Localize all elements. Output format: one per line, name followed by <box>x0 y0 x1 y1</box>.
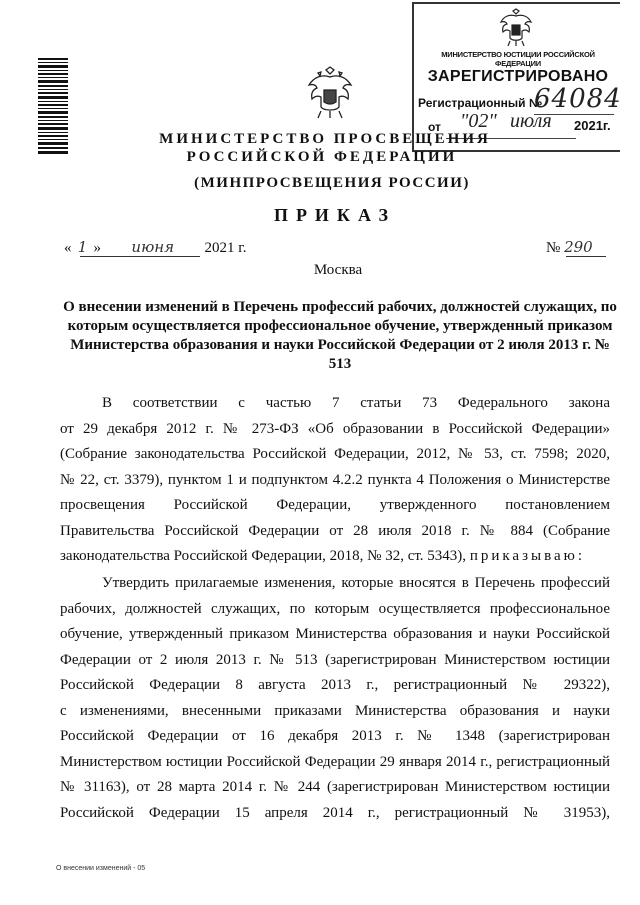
command-word: приказываю: <box>469 548 586 564</box>
text-line <box>60 544 610 570</box>
text-line: Федерации от 2 июля 2013 г. № 513 (зарегистрирован Министерством юстиции <box>60 651 610 668</box>
document-subject: О внесении изменений в Перечень профессий рабочих, должностей служащих, по которым осуществляется профессиональное обучение, утвержденный приказом Министерства образования и науки Российской Федерации от 2 июля 2013 г. № 513 <box>63 299 617 372</box>
coat-of-arms-icon <box>304 66 356 120</box>
text-line: Утвердить прилагаемые изменения, которые вносятся в Перечень профессий <box>102 575 610 591</box>
text-line: обучение, утвержденный приказом Министерства образования и науки Российской <box>60 626 610 642</box>
coat-of-arms-icon <box>496 8 536 48</box>
date-underline <box>80 256 200 257</box>
ministry-name-line2: РОССИЙСКОЙ ФЕДЕРАЦИИ <box>186 149 458 165</box>
text-line: Правительства Российской Федерации от 28 июля 2018 г. № 884 (Собрание <box>60 522 610 539</box>
stamp-date-day: "02" <box>460 110 497 132</box>
quote-open: « <box>64 240 72 256</box>
text-line: № 31163), от 28 марта 2014 г. № 244 (зарегистрирован Министерством юстиции <box>60 779 610 795</box>
order-number <box>546 238 593 257</box>
footer-note: О внесении изменений - 05 <box>56 865 146 872</box>
body-paragraph-1 <box>60 391 610 570</box>
number-underline <box>566 256 606 257</box>
text-line: В соответствии с частью 7 статьи 73 Федерального закона <box>102 395 610 411</box>
number-label: № <box>546 240 561 256</box>
stamp-date-month: июля <box>510 110 552 132</box>
ministry-name-line1: МИНИСТЕРСТВО ПРОСВЕЩЕНИЯ <box>159 131 491 147</box>
text-line: от 29 декабря 2012 г. № 273-ФЗ «Об образовании в Российской Федерации» <box>60 420 610 437</box>
stamp-reg-label: Регистрационный № <box>418 96 543 110</box>
text-line: рабочих, должностей служащих, по которым осуществляется профессиональное <box>60 600 610 617</box>
text-line: Российской Федерации от 16 декабря 2013 г. № 1348 (зарегистрирован <box>60 728 610 744</box>
text-line: Российской Федерации 8 августа 2013 г., регистрационный № 29322), <box>60 677 610 693</box>
city: Москва <box>313 262 363 278</box>
text-line: (Собрание законодательства Российской Федерации, 2012, № 53, ст. 7598; 2020, <box>60 446 610 462</box>
text-line: с изменениями, внесенными приказами Министерства образования и науки <box>60 702 610 719</box>
text-line: Министерством юстиции Российской Федерации 29 января 2014 г., регистрационный <box>60 753 610 770</box>
order-day: 1 <box>77 238 88 256</box>
text-line: Российской Федерации 15 апреля 2014 г., регистрационный № 31953), <box>60 804 610 821</box>
order-year: 2021 г. <box>204 240 247 256</box>
stamp-reg-number: 64084 <box>534 84 622 114</box>
document-title: ПРИКАЗ <box>273 205 397 225</box>
text-line: просвещения Российской Федерации, утвержденного постановлением <box>60 497 610 513</box>
registration-stamp <box>412 2 620 152</box>
order-number-value: 290 <box>564 238 593 256</box>
stamp-title: ЗАРЕГИСТРИРОВАНО <box>427 68 609 85</box>
body-paragraph-2 <box>60 571 610 826</box>
text-line: № 22, ст. 3379), пунктом 1 и подпунктом 4.2.2 пункта 4 Положения о Министерстве <box>60 471 610 488</box>
text-fragment: законодательства Российской Федерации, 2018, № 32, ст. 5343), <box>60 548 467 564</box>
ministry-short-name: (МИНПРОСВЕЩЕНИЯ РОССИИ) <box>194 175 470 191</box>
stamp-ministry-name: МИНИСТЕРСТВО ЮСТИЦИИ РОССИЙСКОЙ ФЕДЕРАЦИИ <box>441 50 595 68</box>
order-date <box>64 238 284 257</box>
quote-close: » <box>93 240 101 256</box>
stamp-date-year: 2021г. <box>574 118 611 133</box>
order-month: июня <box>131 238 175 256</box>
stamp-date-prefix: от <box>428 120 441 134</box>
